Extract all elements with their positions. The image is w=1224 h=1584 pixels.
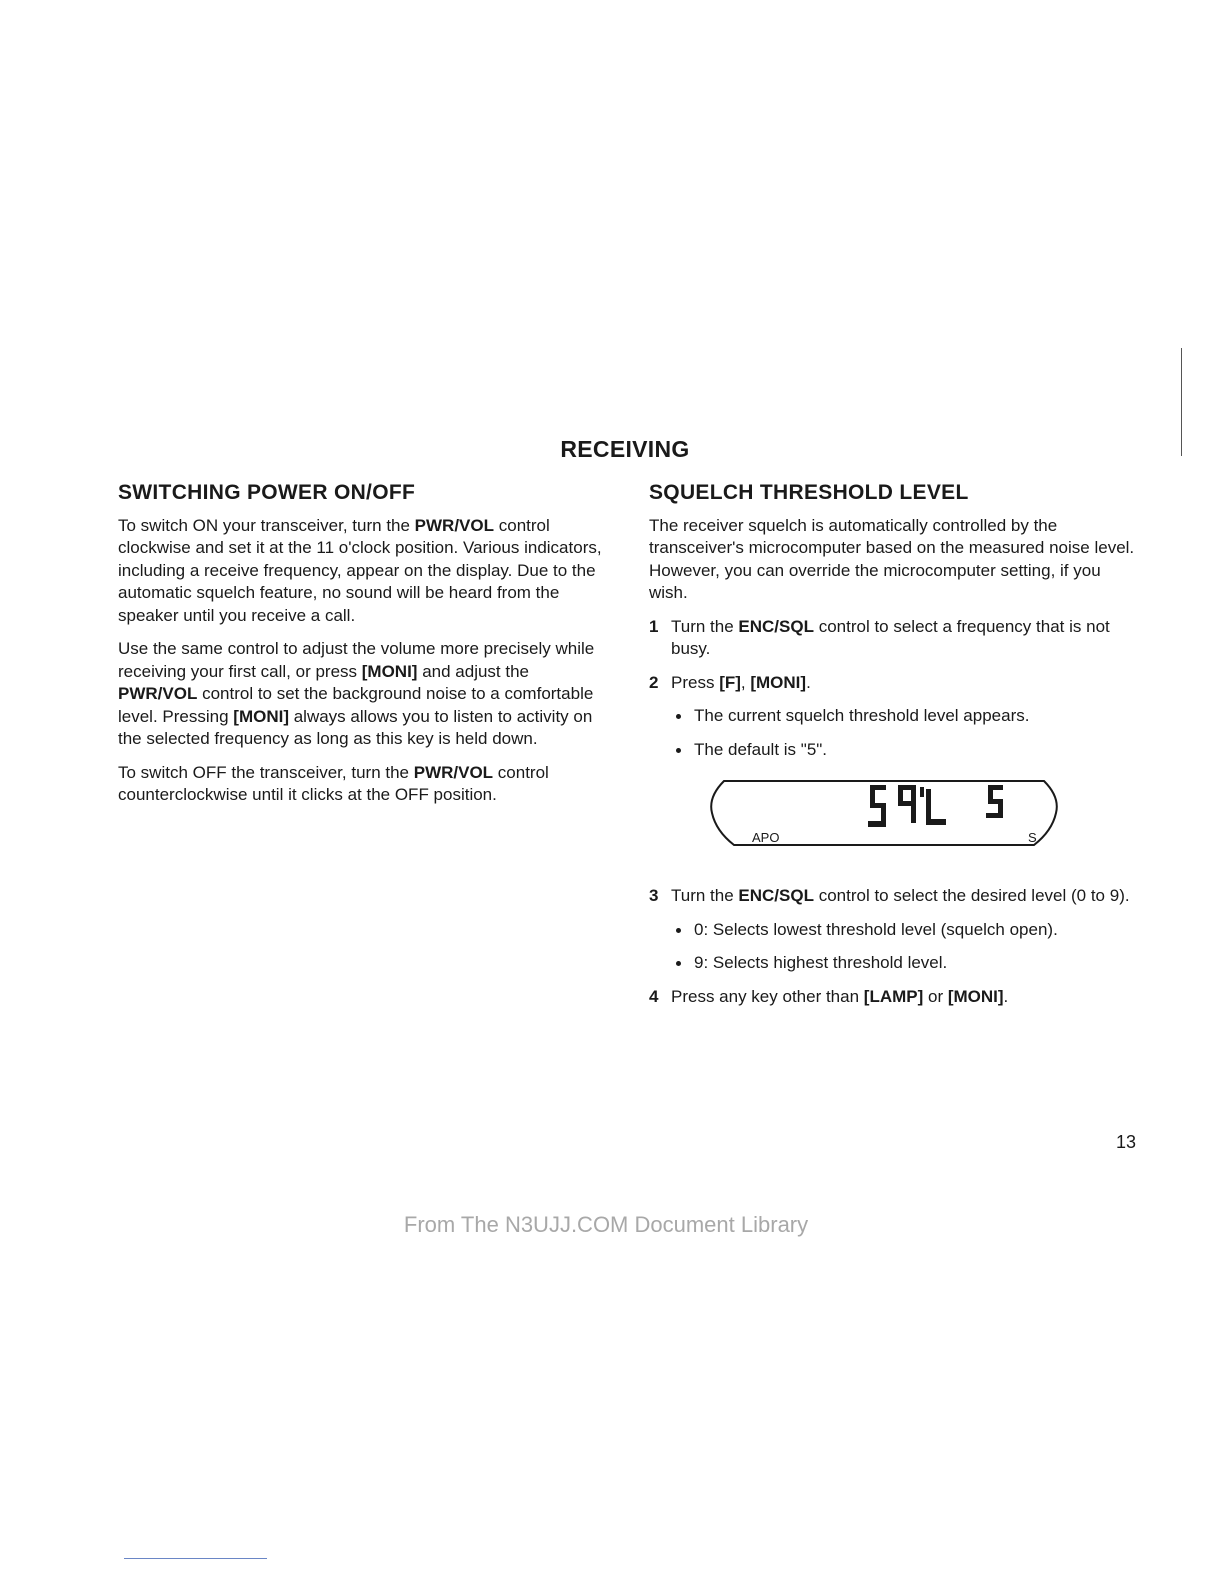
right-column (649, 482, 1139, 1019)
lcd-apo-indicator: APO (752, 830, 780, 845)
text: To switch OFF the transceiver, turn the (118, 762, 414, 782)
bullet-item: 9: Selects highest threshold level. (649, 952, 1139, 975)
key-name: [MONI] (361, 661, 418, 681)
section-heading-squelch: SQUELCH THRESHOLD LEVEL (649, 481, 969, 504)
paragraph-switch-off (118, 762, 608, 807)
section-heading-power: SWITCHING POWER ON/OFF (118, 481, 416, 504)
step-number: 3 (649, 886, 659, 905)
lcd-segment-digits (868, 785, 1003, 827)
text: control to select a frequency that is not busy. (671, 616, 1110, 658)
lcd-display-illustration (704, 779, 1064, 849)
key-name: [F] (719, 672, 741, 692)
paragraph-squelch-intro: The receiver squelch is automatically controlled by the transceiver's microcomputer based on the measured noise level. However, you can override the microcomputer setting, if you wish. (649, 515, 1135, 602)
text: . (806, 672, 811, 692)
bullet-item: 0: Selects lowest threshold level (squelch open). (649, 919, 1139, 942)
text: Press any key other than (671, 986, 864, 1006)
page-number: 13 (1116, 1132, 1137, 1152)
text: control clockwise and set it at the 11 o'clock position. Various indicators, including a receive frequency, appear on the display. Due to the automatic squelch feature, no sound will be heard from the speaker until you receive a call. (118, 515, 602, 625)
paragraph-switch-on (118, 515, 608, 628)
control-name: PWR/VOL (413, 762, 494, 782)
bottom-rule (124, 1558, 267, 1559)
key-name: [MONI] (233, 706, 289, 726)
step-2 (649, 672, 1139, 695)
step-3 (649, 885, 1139, 908)
text: or (923, 986, 948, 1006)
bullet-item: The default is "5". (649, 739, 1139, 762)
left-column (118, 482, 608, 818)
step-1 (649, 616, 1139, 661)
text: control to set the background noise to a comfortable level. Pressing (118, 684, 594, 726)
control-name: PWR/VOL (118, 684, 198, 703)
paragraph-volume (118, 638, 608, 751)
text: Turn the (671, 886, 739, 905)
text: control to select the desired level (0 to 9). (813, 886, 1130, 905)
step-number: 1 (649, 616, 659, 636)
control-name: ENC/SQL (738, 886, 814, 905)
step-4 (649, 986, 1139, 1009)
key-name: [LAMP] (863, 986, 924, 1006)
text: and adjust the (417, 661, 529, 681)
text: always allows you to listen to activity on the selected frequency as long as this key is held down. (118, 706, 593, 748)
text: , (740, 672, 751, 692)
key-name: [MONI] (750, 672, 807, 692)
key-name: [MONI] (947, 986, 1004, 1006)
control-name: ENC/SQL (738, 616, 814, 636)
text: Press (671, 672, 720, 692)
control-name: PWR/VOL (414, 515, 495, 535)
lcd-s-indicator: S (1028, 830, 1037, 845)
text: Use the same control to adjust the volume more precisely while receiving your first call, or press (118, 639, 595, 681)
text: Turn the (671, 616, 739, 636)
step-number: 4 (649, 986, 659, 1006)
footer-watermark: From The N3UJJ.COM Document Library (403, 1212, 809, 1237)
step-number: 2 (649, 672, 659, 692)
page-title: RECEIVING (560, 436, 690, 462)
text: control counterclockwise until it clicks at the OFF position. (118, 762, 549, 804)
text: To switch ON your transceiver, turn the (118, 515, 415, 535)
bullet-item: The current squelch threshold level appears. (649, 705, 1139, 728)
text: . (1003, 986, 1009, 1006)
